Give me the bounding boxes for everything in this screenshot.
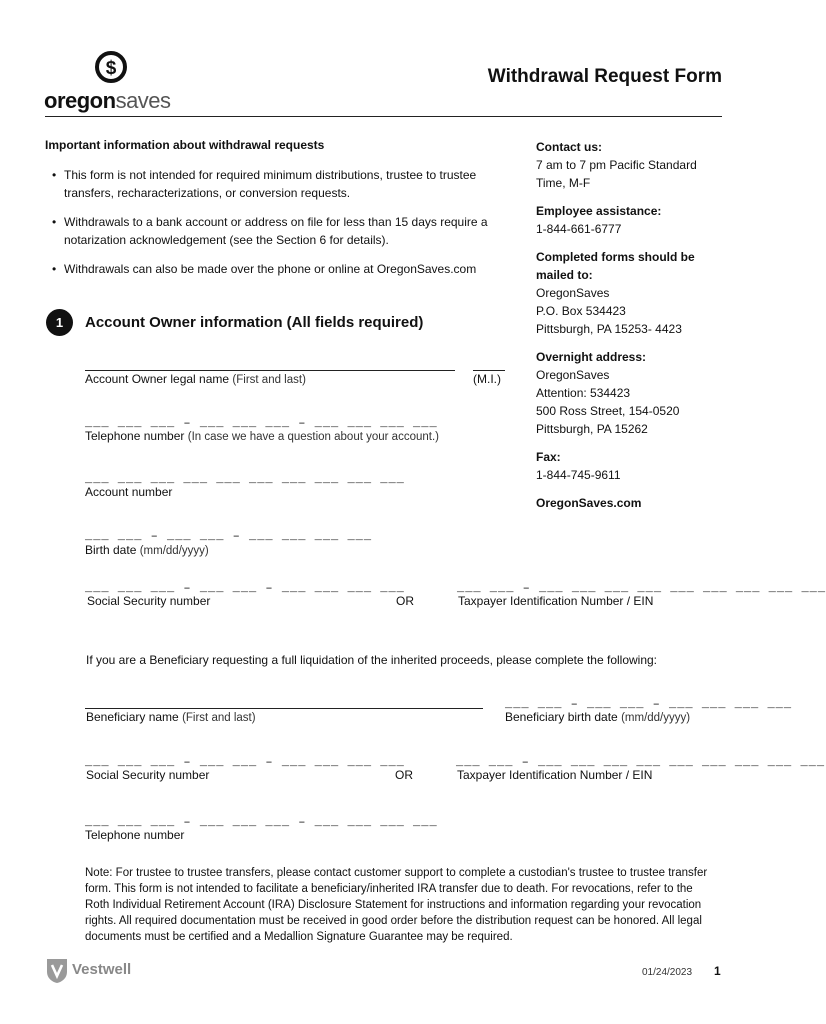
- owner-name-label-text: Account Owner legal name: [85, 372, 230, 386]
- contact-sidebar: [536, 138, 726, 522]
- or-label: OR: [396, 594, 414, 608]
- mi-field[interactable]: [473, 370, 505, 371]
- birth-date-label: [85, 543, 209, 557]
- section-number-badge: 1: [46, 309, 73, 336]
- bullet-item: • Withdrawals to a bank account or address on file for less than 15 days require a notarization acknowledgement (see the Section 6 for details).: [52, 213, 507, 249]
- bullet-item: • Withdrawals can also be made over the phone or online at OregonSaves.com: [52, 260, 507, 278]
- beneficiary-or-label: OR: [395, 768, 413, 782]
- mail-line: OregonSaves: [536, 286, 610, 300]
- owner-name-field[interactable]: [85, 370, 455, 371]
- beneficiary-ssn-label: Social Security number: [86, 768, 210, 782]
- vestwell-shield-icon: [46, 958, 68, 984]
- beneficiary-tin-label: Taxpayer Identification Number / EIN: [457, 768, 653, 782]
- contact-heading: Contact us:: [536, 140, 602, 154]
- employee-phone: 1-844-661-6777: [536, 222, 622, 236]
- birth-date-field[interactable]: ___ ___ – ___ ___ – ___ ___ ___ ___: [85, 529, 373, 543]
- beneficiary-birth-field[interactable]: ___ ___ – ___ ___ – ___ ___ ___ ___: [505, 697, 793, 711]
- mail-line: Pittsburgh, PA 15253- 4423: [536, 322, 682, 336]
- vestwell-wordmark: Vestwell: [72, 961, 132, 978]
- dollar-coin-icon: [94, 50, 128, 84]
- note-paragraph: Note: For trustee to trustee transfers, please contact customer support to complete a custodian's trustee to trustee transfer form. This form is not intended to facilitate a beneficiary/inherited IRA transfer due to death. For revocations, refer to the Roth Individual Retirement Account (IRA) Disclosure Statement for instructions and information regarding your revocation rights. All required documentation must be received in good order before the distribution request can be honored. All legal documents must be certified and a Medallion Signature Guarantee may be required.: [85, 867, 708, 943]
- bullet-item: • This form is not intended for required minimum distributions, trustee to trustee transfers, recharacterizations, or conversion requests.: [52, 166, 507, 202]
- page-title: Withdrawal Request Form: [487, 66, 722, 87]
- phone-label: [85, 429, 439, 443]
- brand-part2: saves: [115, 88, 171, 113]
- form-date: 01/24/2023: [642, 967, 693, 978]
- birth-date-label-text: Birth date: [85, 543, 137, 557]
- header-divider: [45, 116, 722, 117]
- beneficiary-name-label-text: Beneficiary name: [86, 710, 179, 724]
- overnight-line: 500 Ross Street, 154-0520: [536, 404, 680, 418]
- important-bullets: [52, 166, 507, 289]
- important-heading: Important information about withdrawal requests: [45, 138, 325, 152]
- fax-heading: Fax:: [536, 450, 561, 464]
- beneficiary-birth-hint: (mm/dd/yyyy): [621, 712, 691, 724]
- phone-field[interactable]: ___ ___ ___ – ___ ___ ___ – ___ ___ ___ ___: [85, 416, 438, 430]
- overnight-line: Attention: 534423: [536, 386, 631, 400]
- page-number: 1: [714, 964, 721, 978]
- beneficiary-name-hint: (First and last): [182, 712, 256, 724]
- beneficiary-birth-label: [505, 710, 690, 724]
- beneficiary-phone-label: Telephone number: [85, 828, 185, 842]
- ssn-label: Social Security number: [87, 594, 211, 608]
- contact-hours: 7 am to 7 pm Pacific Standard Time, M-F: [536, 158, 697, 190]
- account-number-field[interactable]: ___ ___ ___ ___ ___ ___ ___ ___ ___ ___: [85, 472, 405, 486]
- tin-field[interactable]: ___ ___ – ___ ___ ___ ___ ___ ___ ___ ___ ___: [457, 581, 826, 595]
- mail-heading: Completed forms should be mailed to:: [536, 250, 695, 282]
- owner-name-label: [85, 372, 306, 386]
- employee-heading: Employee assistance:: [536, 204, 662, 218]
- brand-part1: oregon: [44, 88, 116, 113]
- brand-wordmark: [44, 88, 171, 114]
- beneficiary-tin-field[interactable]: ___ ___ – ___ ___ ___ ___ ___ ___ ___ ___ ___: [456, 755, 826, 769]
- website-link[interactable]: OregonSaves.com: [536, 496, 642, 510]
- overnight-line: Pittsburgh, PA 15262: [536, 422, 648, 436]
- beneficiary-name-label: [86, 710, 256, 724]
- mi-label: (M.I.): [473, 372, 501, 386]
- beneficiary-phone-field[interactable]: ___ ___ ___ – ___ ___ ___ – ___ ___ ___ ___: [85, 815, 438, 829]
- owner-name-hint: (First and last): [232, 374, 306, 386]
- svg-text:$: $: [105, 58, 117, 79]
- oregonsaves-logo: [44, 50, 184, 112]
- beneficiary-intro: If you are a Beneficiary requesting a full liquidation of the inherited proceeds, please complete the following:: [86, 653, 658, 667]
- beneficiary-name-field[interactable]: [85, 708, 483, 709]
- ssn-field[interactable]: ___ ___ ___ – ___ ___ – ___ ___ ___ ___: [85, 581, 405, 595]
- tin-label: Taxpayer Identification Number / EIN: [458, 594, 654, 608]
- overnight-heading: Overnight address:: [536, 350, 647, 364]
- section-title: Account Owner information (All fields required): [85, 314, 424, 331]
- beneficiary-birth-label-text: Beneficiary birth date: [505, 710, 618, 724]
- beneficiary-ssn-field[interactable]: ___ ___ ___ – ___ ___ – ___ ___ ___ ___: [85, 755, 405, 769]
- phone-hint: (In case we have a question about your account.): [187, 431, 439, 443]
- account-number-label: Account number: [85, 485, 173, 499]
- overnight-line: OregonSaves: [536, 368, 610, 382]
- mail-line: P.O. Box 534423: [536, 304, 626, 318]
- birth-date-hint: (mm/dd/yyyy): [139, 545, 209, 557]
- fax-number: 1-844-745-9611: [536, 468, 621, 482]
- phone-label-text: Telephone number: [85, 429, 185, 443]
